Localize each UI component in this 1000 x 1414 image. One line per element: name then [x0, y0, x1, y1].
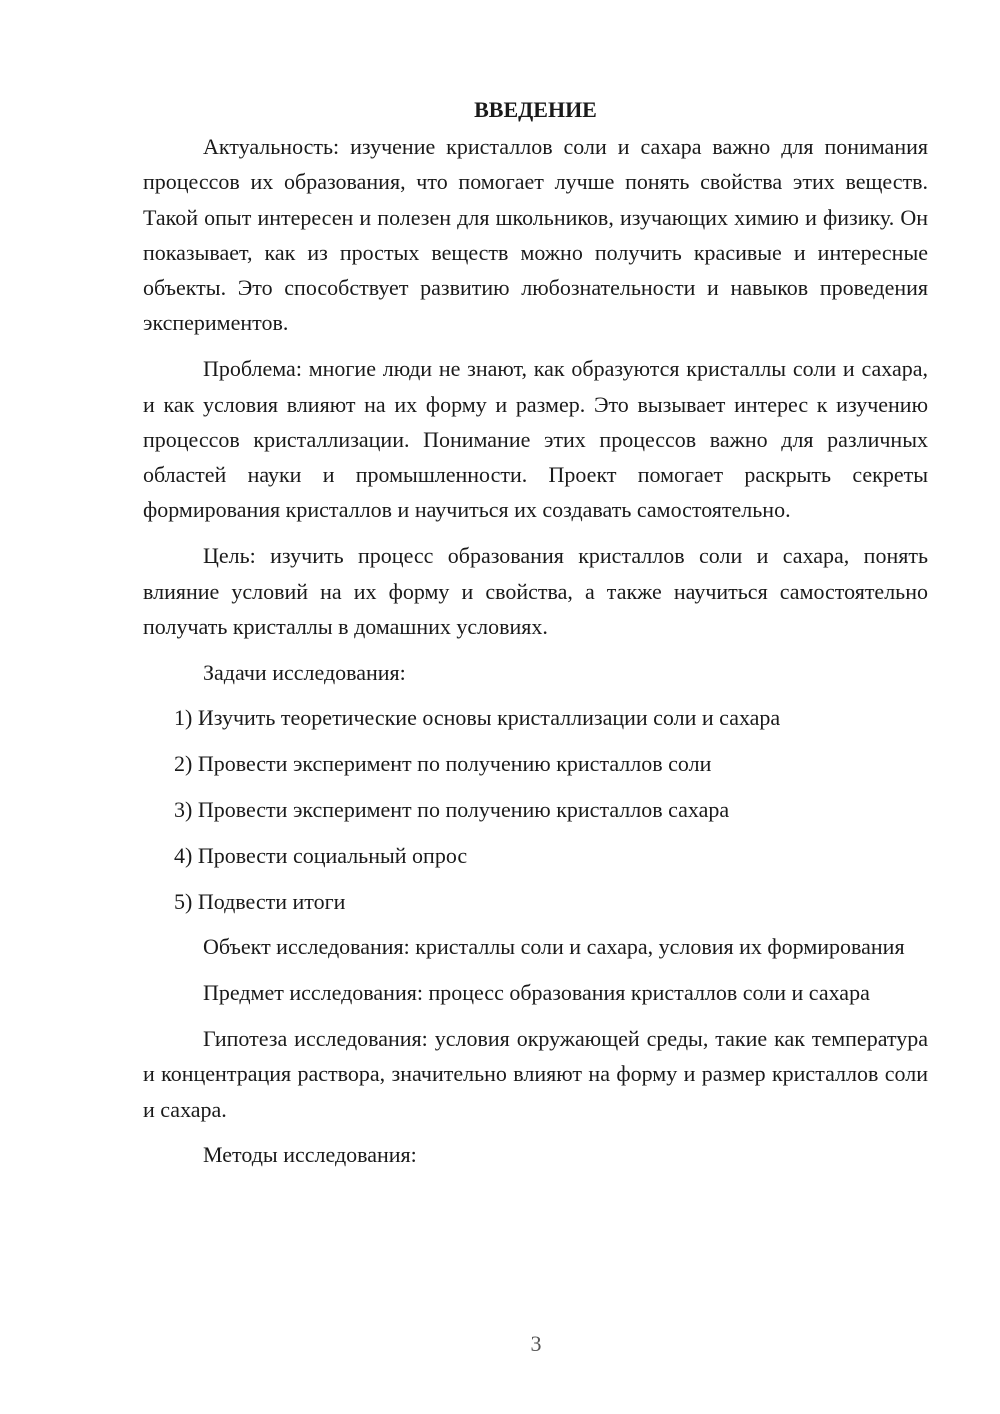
tasks-list — [143, 700, 928, 918]
goal-paragraph: Цель: изучить процесс образования кристаллов соли и сахара, понять влияние условий на их форму и свойства, а также научиться самостоятельно получать кристаллы в домашних условиях. — [143, 543, 928, 639]
subject-paragraph: Предмет исследования: процесс образования кристаллов соли и сахара — [203, 980, 870, 1006]
methods-heading: Методы исследования: — [203, 1142, 417, 1168]
task-item: 3) Провести эксперимент по получению кристаллов сахара — [174, 797, 730, 823]
task-item: 5) Подвести итоги — [174, 888, 346, 914]
tasks-heading: Задачи исследования: — [203, 659, 406, 685]
task-item: 2) Провести эксперимент по получению кристаллов соли — [174, 751, 712, 777]
hypothesis-paragraph: Гипотеза исследования: условия окружающей среды, такие как температура и концентрация раствора, значительно влияют на форму и размер кристаллов соли и сахара. — [143, 1026, 928, 1122]
document-page — [143, 92, 928, 1173]
page-number: 3 — [530, 1331, 542, 1356]
relevance-paragraph: Актуальность: изучение кристаллов соли и сахара важно для понимания процессов их образования, что помогает лучше понять свойства этих веществ. Такой опыт интересен и полезен для школьников, изучающих химию и физику. Он показывает, как из простых веществ можно получить красивые и интересные объекты. Это способствует развитию любознательности и навыков проведения экспериментов. — [143, 134, 928, 336]
task-item: 4) Провести социальный опрос — [174, 842, 468, 868]
section-title: ВВЕДЕНИЕ — [474, 97, 597, 122]
task-item: 1) Изучить теоретические основы кристаллизации соли и сахара — [174, 705, 781, 731]
object-paragraph: Объект исследования: кристаллы соли и сахара, условия их формирования — [203, 934, 905, 960]
problem-paragraph: Проблема: многие люди не знают, как образуются кристаллы соли и сахара, и как условия влияют на их форму и размер. Это вызывает интерес к изучению процессов кристаллизации. Понимание этих процессов важно для различных областей науки и промышленности. Проект помогает раскрыть секреты формирования кристаллов и научиться их создавать самостоятельно. — [143, 356, 928, 523]
